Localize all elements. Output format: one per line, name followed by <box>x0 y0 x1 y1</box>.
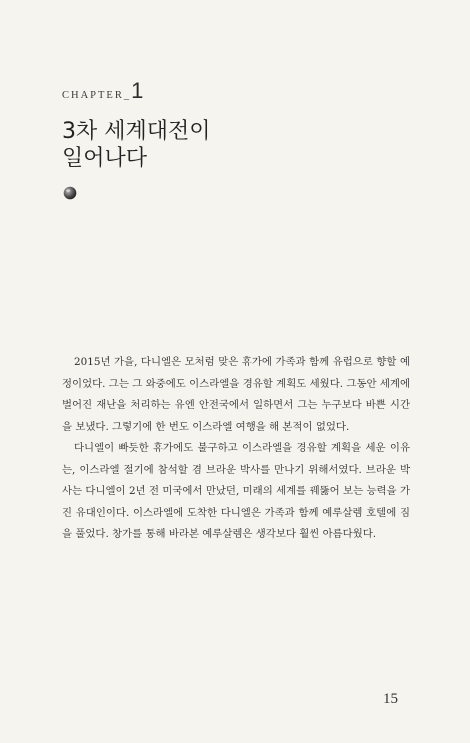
chapter-title <box>62 118 211 172</box>
chapter-label: CHAPTER <box>62 90 124 101</box>
page-number: 15 <box>383 691 398 707</box>
paragraph-1: 2015년 가을, 다니엘은 모처럼 맞은 휴가에 가족과 함께 유럽으로 향할 예정이었다. 그는 그 와중에도 이스라엘을 경유할 계획도 세웠다. 그동안 세계에 벌어진 재난을 처리하는 유엔 안전국에서 일하면서 그는 누구보다 바쁜 시간을 보냈다. 그렇기에 한 번도 이스라엘 여행을 해 본적이 없었다. <box>62 356 410 433</box>
chapter-heading <box>62 80 143 102</box>
paragraph-2: 다니엘이 빠듯한 휴가에도 불구하고 이스라엘을 경유할 계획을 세운 이유는, 이스라엘 절기에 참석할 겸 브라운 박사를 만나기 위해서였다. 브라운 박사는 다니엘이 2년 전 미국에서 만났던, 미래의 세계를 꿰뚫어 보는 능력을 가진 유대인이다. 이스라엘에 도착한 다니엘은 가족과 함께 예루살렘 호텔에 짐을 풀었다. 창가를 통해 바라본 예루살렘은 생각보다 훨씬 아름다웠다. <box>62 442 410 540</box>
chapter-number: 1 <box>131 78 144 103</box>
chapter-title-line-2: 일어나다 <box>62 146 148 171</box>
chapter-separator: _ <box>123 90 130 101</box>
globe-icon <box>63 186 77 200</box>
chapter-title-line-1: 3차 세계대전이 <box>62 119 211 144</box>
body-text <box>62 352 410 546</box>
